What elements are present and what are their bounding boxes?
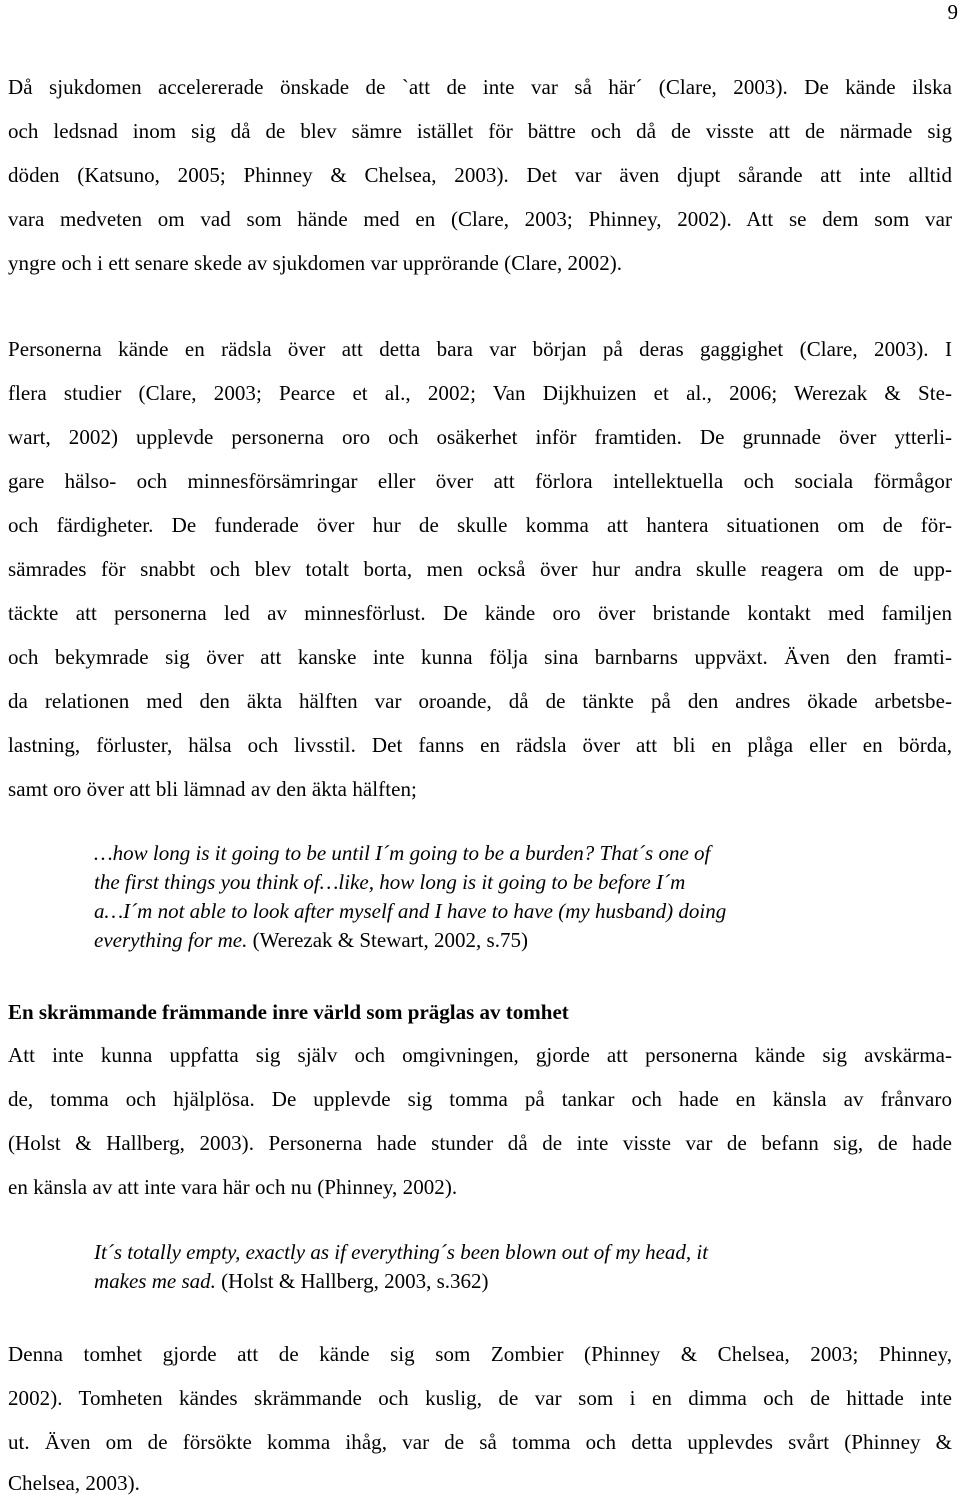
paragraph-line: döden (Katsuno, 2005; Phinney & Chelsea, 2003). Det var även djupt sårande att inte alltid <box>8 163 952 187</box>
quote-text: …how long is it going to be until I´m going to be a burden? That´s one of <box>94 841 711 865</box>
paragraph-line: täckte att personerna led av minnesförlust. De kände oro över bristande kontakt med familjen <box>8 601 952 625</box>
paragraph-line: Chelsea, 2003). <box>8 1471 140 1495</box>
quote-line <box>94 899 726 923</box>
page-number: 9 <box>947 0 958 24</box>
section-heading: En skrämmande främmande inre värld som präglas av tomhet <box>8 1000 569 1024</box>
quote-text: makes me sad. <box>94 1269 216 1293</box>
quote-line <box>94 841 710 865</box>
quote-text: the first things you think of…like, how long is it going to be before I´m <box>94 870 686 894</box>
paragraph-line: Att inte kunna uppfatta sig själv och omgivningen, gjorde att personerna kände sig avskärma- <box>8 1043 952 1067</box>
quote-citation: (Werezak & Stewart, 2002, s.75) <box>252 928 528 952</box>
paragraph-line: vara medveten om vad som hände med en (Clare, 2003; Phinney, 2002). Att se dem som var <box>8 207 952 231</box>
quote-line <box>94 1269 488 1293</box>
paragraph-line: och bekymrade sig över att kanske inte kunna följa sina barnbarns uppväxt. Även den framti- <box>8 645 952 669</box>
paragraph-line: wart, 2002) upplevde personerna oro och osäkerhet inför framtiden. De grunnade över ytterli- <box>8 425 952 449</box>
quote-line <box>94 870 685 894</box>
paragraph-line: en känsla av att inte vara här och nu (Phinney, 2002). <box>8 1175 458 1199</box>
paragraph-line: yngre och i ett senare skede av sjukdomen var upprörande (Clare, 2002). <box>8 251 623 275</box>
paragraph-line: Denna tomhet gjorde att de kände sig som Zombier (Phinney & Chelsea, 2003; Phinney, <box>8 1342 952 1366</box>
quote-line <box>94 928 528 952</box>
paragraph-line: och färdigheter. De funderade över hur de skulle komma att hantera situationen om de för- <box>8 513 952 537</box>
paragraph-line: sämrades för snabbt och blev totalt borta, men också över hur andra skulle reagera om de upp- <box>8 557 952 581</box>
paragraph-line: da relationen med den äkta hälften var oroande, då de tänkte på den andres ökade arbetsbe- <box>8 689 952 713</box>
paragraph-line: lastning, förluster, hälsa och livsstil. Det fanns en rädsla över att bli en plåga eller en börda, <box>8 733 952 757</box>
quote-text: everything for me. <box>94 928 248 952</box>
paragraph-line: gare hälso- och minnesförsämringar eller över att förlora intellektuella och sociala förmågor <box>8 469 952 493</box>
paragraph-line: Då sjukdomen accelererade önskade de `att de inte var så här´ (Clare, 2003). De kände ilska <box>8 75 952 99</box>
paragraph-line: Personerna kände en rädsla över att detta bara var början på deras gaggighet (Clare, 2003). I <box>8 337 952 361</box>
paragraph-line: (Holst & Hallberg, 2003). Personerna hade stunder då de inte visste var de befann sig, de hade <box>8 1131 952 1155</box>
quote-text: It´s totally empty, exactly as if everything´s been blown out of my head, it <box>94 1240 709 1264</box>
paragraph-line: och ledsnad inom sig då de blev sämre istället för bättre och då de visste att de närmade sig <box>8 119 952 143</box>
quote-text: a…I´m not able to look after myself and I have to have (my husband) doing <box>94 899 727 923</box>
quote-citation: (Holst & Hallberg, 2003, s.362) <box>221 1269 489 1293</box>
paragraph-line: ut. Även om de försökte komma ihåg, var de så tomma och detta upplevdes svårt (Phinney & <box>8 1430 952 1454</box>
paragraph-line: flera studier (Clare, 2003; Pearce et al., 2002; Van Dijkhuizen et al., 2006; Werezak & Ste- <box>8 381 952 405</box>
paragraph-line: 2002). Tomheten kändes skrämmande och kuslig, de var som i en dimma och de hittade inte <box>8 1386 952 1410</box>
paragraph-line: de, tomma och hjälplösa. De upplevde sig tomma på tankar och hade en känsla av frånvaro <box>8 1087 952 1111</box>
quote-line <box>94 1240 708 1264</box>
paragraph-line: samt oro över att bli lämnad av den äkta hälften; <box>8 777 417 801</box>
